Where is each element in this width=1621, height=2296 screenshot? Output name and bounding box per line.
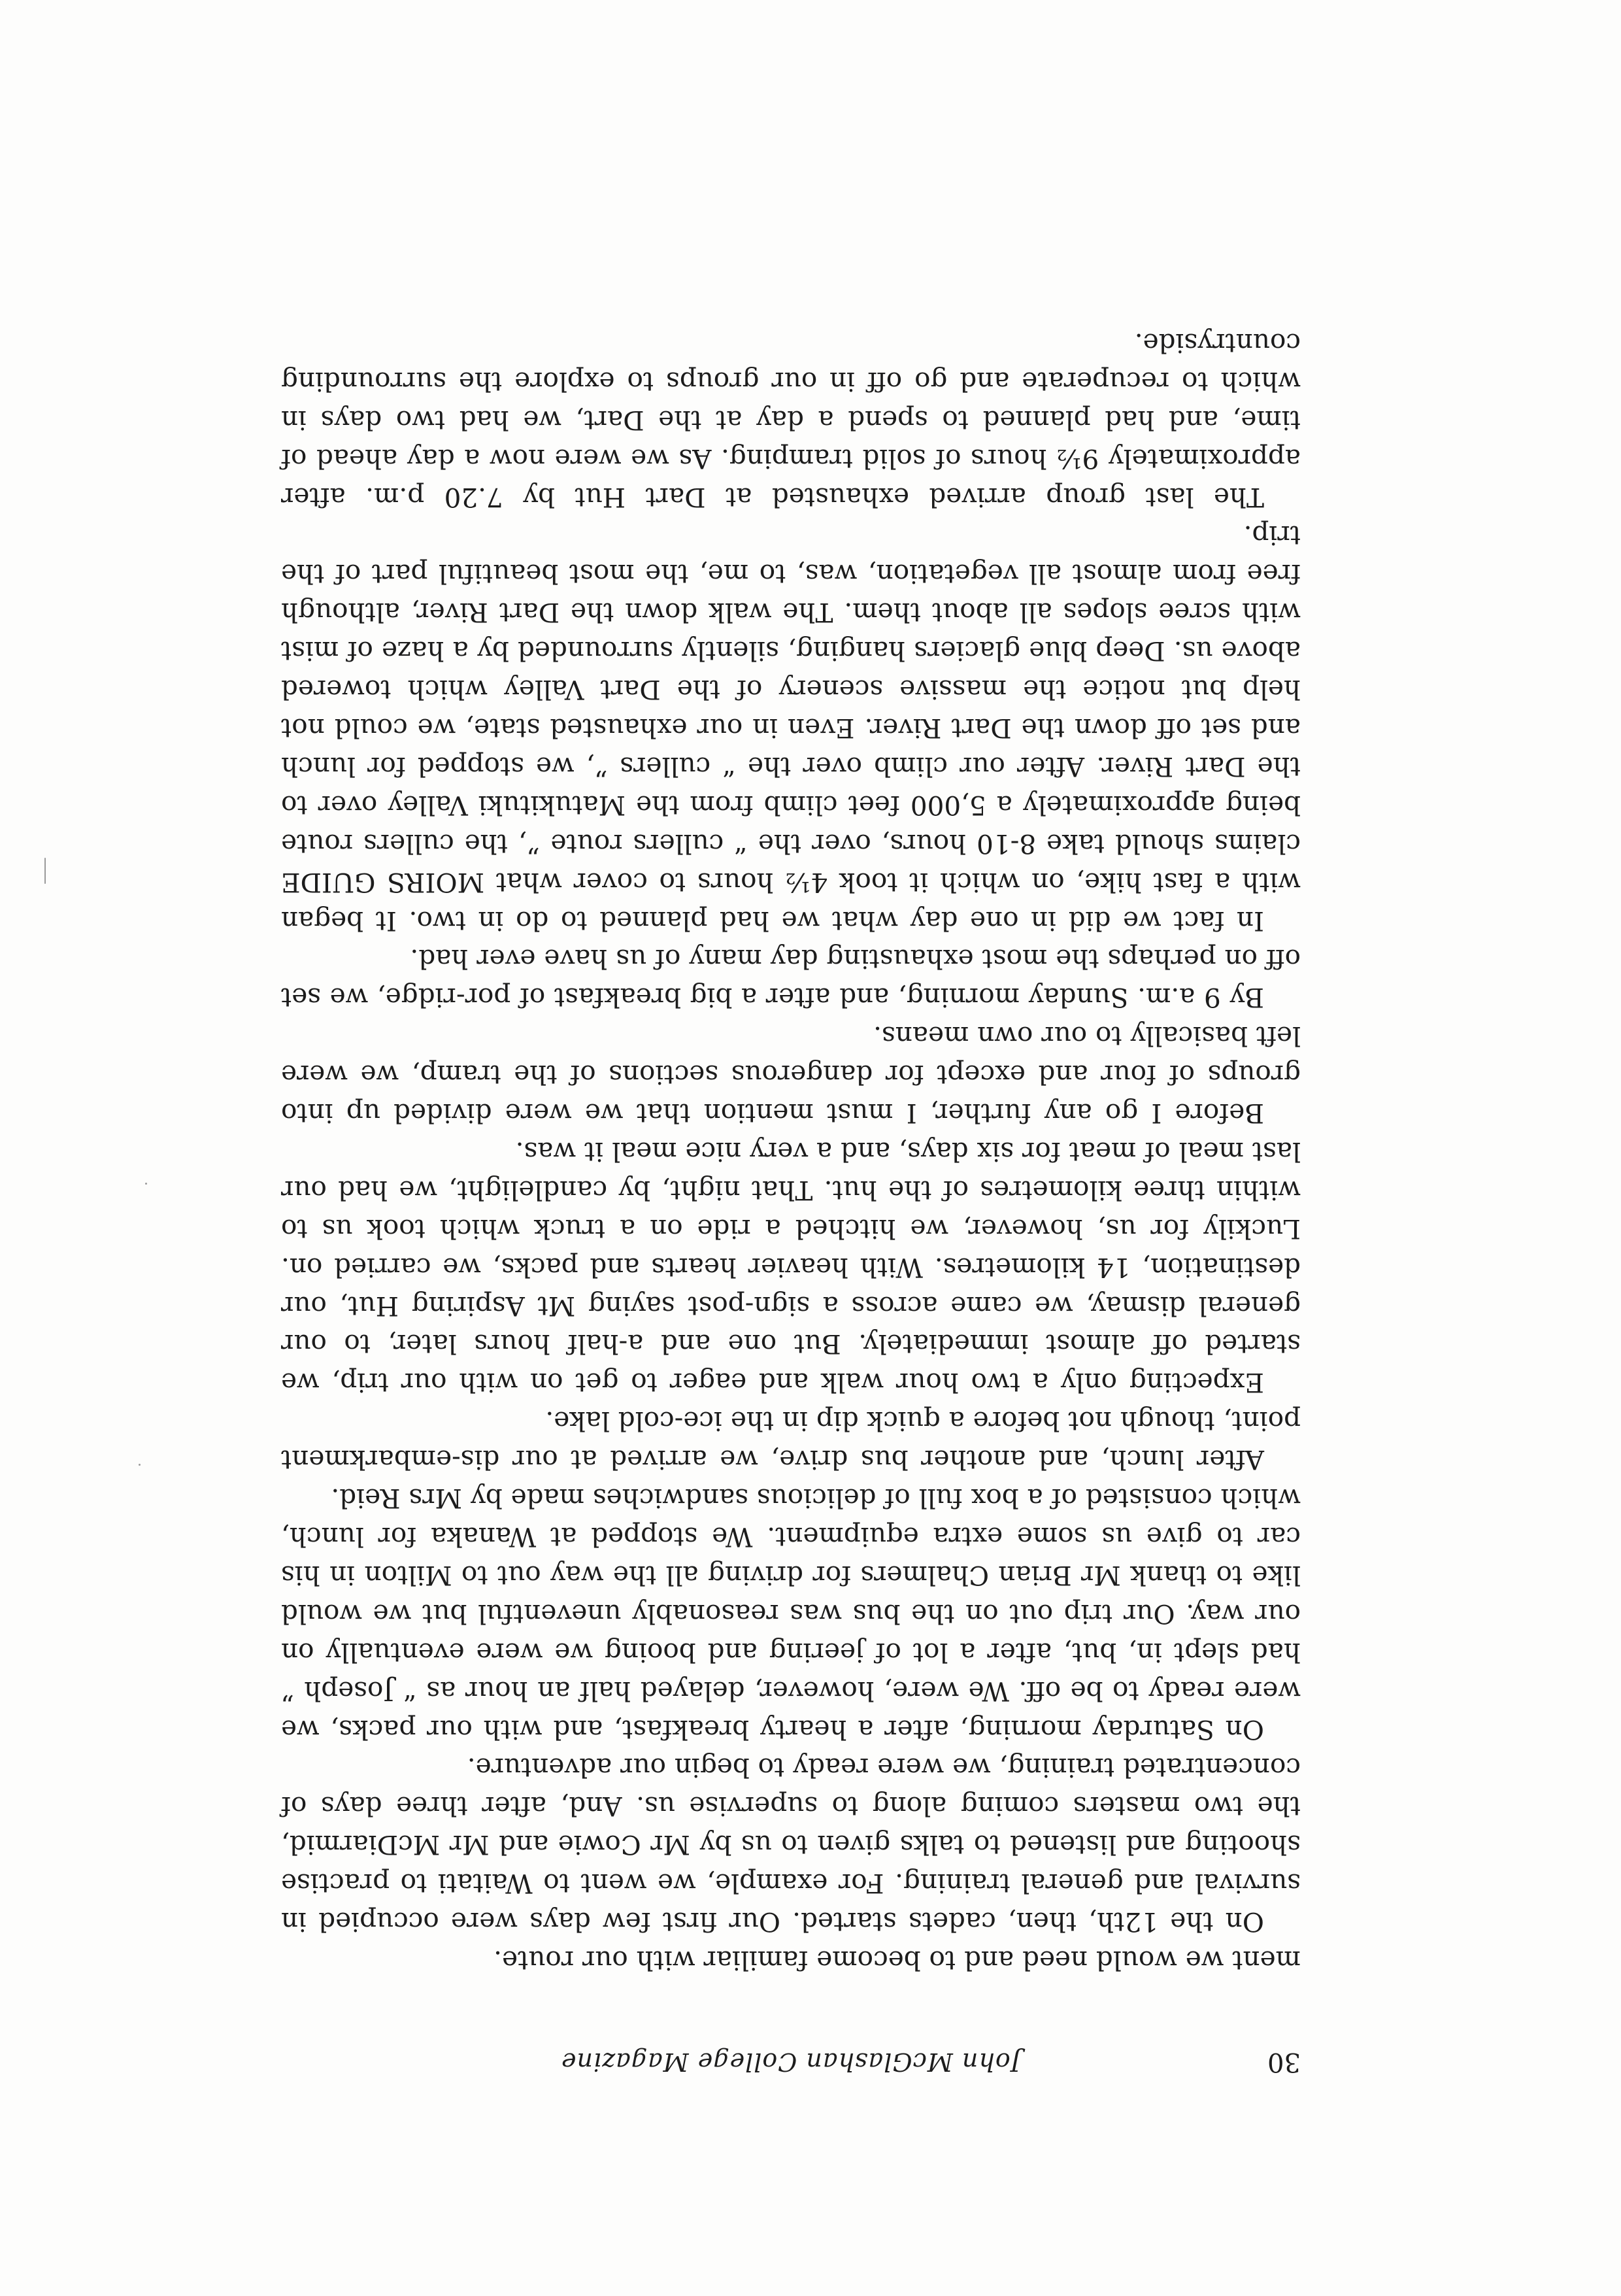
scan-speck [145,1183,147,1185]
magazine-title: John McGlashan College Magazine [561,2048,1021,2076]
article-body [281,324,1301,1980]
paragraph: The last group arrived exhausted at Dart Hut by 7.20 p.m. after approximately 9½ hours of solid tramping. As we were now a day ahead of time, and had planned to spend a day at the Dart, we had two days in which to recuperate and go off in our groups to explore the surrounding countryside. [281,327,1301,513]
paragraph: On the 12th, then, cadets started. Our first few days were occupied in survival and general training. For example, we went to Waitati to practise shooting and listened to talks given to us by Mr Cowie and Mr McDiarmid, the two masters coming along to supervise us. And, after three days of concentrated training, we were ready to begin our adventure. [281,1752,1301,1938]
page-number: 30 [1267,2047,1301,2077]
paragraph-continuation: ment we would need and to become familiar with our route. [493,1945,1301,1976]
paragraph: On Saturday morning, after a hearty breakfast, and with our packs, we were ready to be off. We were, however, delayed half an hour as “ Joseph ” had slept in, but, after a lot of jeering and booing we were eventually on our way. Our trip out on the bus was reasonably uneventful but we would like to thank Mr Brian Chalmers for driving all the way out to Milton in his car to give us some extra equipment. We stopped at Wanaka for lunch, which consisted of a box full of delicious sandwiches made by Mrs Reid. [281,1483,1301,1746]
scan-speck [139,1464,141,1466]
paragraph: In fact we did in one day what we had planned to do in two. It began with a fast hike, on which it took 4½ hours to cover what MOIRS GUIDE claims should take 8-10 hours, over the “ cullers route ”, the cullers route being approximately a 5,000 feet climb from the Matukituki Valley over to the Dart River. After our climb over the “ cullers ”, we stopped for lunch and set off down the Dart River. Even in our exhausted state, we could not help but notice the massive scenery of the Dart Valley which towered above us. Deep blue glaciers hanging, silently surrounded by a haze of mist with scree slopes all about them. The walk down the Dart River, although free from almost all vegetation, was, to me, the most beautiful part of the trip. [281,520,1301,937]
paragraph: Before I go any further, I must mention that we were divided up into groups of four and except for dangerous sections of the tramp, we were left basically to our own means. [281,1021,1301,1130]
scan-speck [44,858,46,884]
paragraph: After lunch, and another bus drive, we arrived at our dis-embarkment point, though not before a quick dip in the ice-cold lake. [281,1406,1301,1476]
running-head [281,2034,1301,2080]
paragraph: By 9 a.m. Sunday morning, and after a big breakfast of por-ridge, we set off on perhaps the most exhausting day many of us have ever had. [281,943,1301,1014]
paragraph: Expecting only a two hour walk and eager to get on with our trip, we started off almost immediately. But one and a-half hours later, to our general dismay, we came across a sign-post saying Mt Aspiring Hut, our destination, 14 kilometres. With heavier hearts and packs, we carried on. Luckily for us, however, we hitched a ride on a truck which took us to within three kilometres of the hut. That night, by candlelight, we had our last meal of meat for six days, and a very nice meal it was. [281,1136,1301,1399]
magazine-page [281,119,1301,2080]
